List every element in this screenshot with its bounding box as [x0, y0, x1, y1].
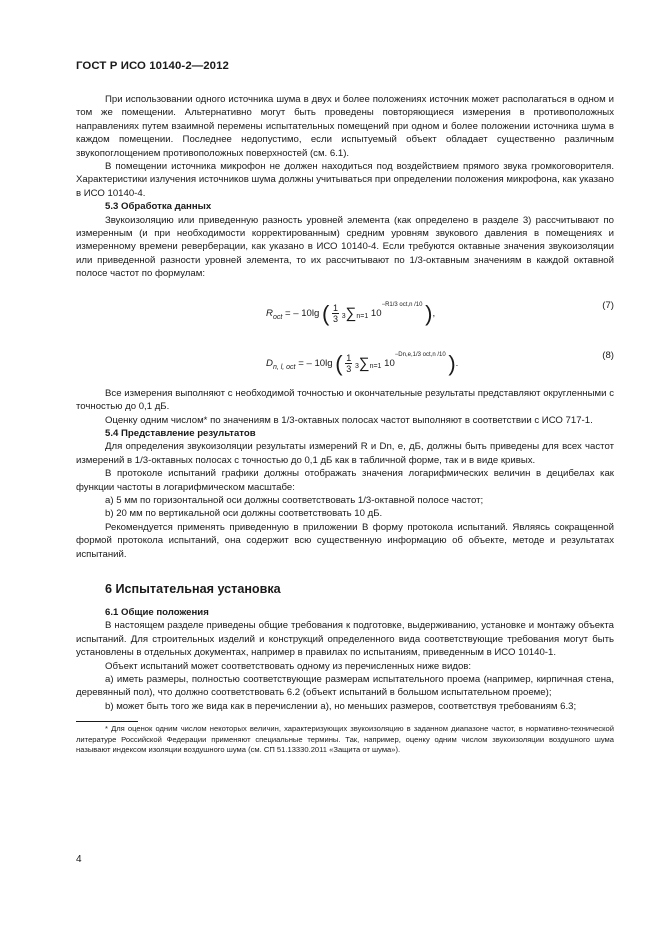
- paragraph: Для определения звукоизоляции результаты измерений R и Dn, e, дБ, должны быть приведены для всех частот измерений в 1/3-октавных полосах с точностью до 0,1 дБ как в табличной форме, так и в виде кривых.: [76, 441, 614, 466]
- sum-bottom: n=1: [369, 362, 382, 370]
- fraction-denominator: 3: [346, 363, 352, 374]
- footnote: * Для оценок одним числом некоторых величин, характеризующих звукоизоляцию в заданном диапазоне частот, в нормативно-технической литературе Российской Федерации применяют специальные термины. Так, например, оценку одним числом звукоизоляции воздушного шума называют индексом изоляции воздушного шума (см. СП 51.13330.2011 «Защита от шума»).: [76, 724, 614, 755]
- formula-eq: = – 10lg: [298, 357, 333, 369]
- paragraph: Рекомендуется применять приведенную в приложении В форму протокола испытаний. Являясь сокращенной формой протокола испытаний, она содержит всю существенную информацию об объекте, методе и результатах испытаний.: [76, 521, 614, 560]
- section-heading-6-1: 6.1 Общие положения: [105, 606, 209, 618]
- fraction-denominator: 3: [333, 313, 339, 324]
- list-item: a) иметь размеры, полностью соответствующие размерам испытательного проема (например, кирпичная стена, деревянный пол), что должно соответствовать 6.2 (объект испытаний в большом испытательном проеме);: [76, 674, 614, 699]
- sum-top: 3: [354, 362, 359, 370]
- power-base: 10: [370, 307, 382, 319]
- sum-top: 3: [341, 312, 346, 320]
- section-heading-5-4: 5.4 Представление результатов: [105, 427, 256, 439]
- formula-tail: ,: [432, 307, 436, 319]
- formula-number: (8): [602, 349, 614, 361]
- fraction: [332, 303, 339, 324]
- formula-lhs-sub: oct: [272, 313, 283, 321]
- paragraph: При использовании одного источника шума в двух и более положениях источник может располагаться в одном и том же помещении. Альтернативно могут быть проведены повторяющиеся измерения в противоположных направлениях путем взаимной перемены испытательных помещений при одном и более положении источника шума в каждом помещении. Последнее недопустимо, если испытуемый объект обладает существенно различным звукопоглощением противоположных поверхностей (см. 6.1).: [76, 94, 614, 159]
- open-paren: (: [335, 350, 343, 376]
- formula-eq: = – 10lg: [284, 307, 320, 319]
- page-body: [76, 93, 614, 756]
- paragraph: В помещении источника микрофон не должен находиться под воздействием прямого звука громкоговорителя. Характеристики излучения источников шума должны учитываться при определении положения микрофона, как указано в ИСО 10140-4.: [76, 161, 614, 199]
- fraction-numerator: 1: [346, 352, 352, 363]
- formula-lhs: R: [266, 307, 273, 319]
- page-number: 4: [76, 854, 82, 865]
- open-paren: (: [322, 300, 330, 326]
- summation: [355, 356, 381, 371]
- paragraph: Все измерения выполняют с необходимой точностью и окончательные результаты представляют округленными с точностью до 0,1 дБ.: [76, 387, 614, 413]
- formula-tail: .: [455, 357, 459, 369]
- fraction-numerator: 1: [333, 302, 339, 313]
- sum-bottom: n=1: [356, 312, 369, 320]
- summation: [342, 306, 368, 321]
- footnote-separator: [76, 721, 138, 722]
- formula-number: (7): [602, 299, 614, 311]
- power-base: 10: [384, 357, 395, 369]
- formula-7-expression: [266, 299, 435, 324]
- list-item: b) может быть того же вида как в перечислении а), но меньших размеров, соответствуя требованиям 6.3;: [105, 700, 577, 712]
- paragraph: Оценку одним числом* по значениям в 1/3-октавных полосах частот выполняют в соответствии с ИСО 717-1.: [105, 414, 593, 426]
- document-header: ГОСТ Р ИСО 10140-2—2012: [76, 60, 229, 72]
- formula-8-expression: [266, 349, 458, 374]
- section-heading-6: 6 Испытательная установка: [105, 581, 281, 596]
- paragraph: Объект испытаний может соответствовать одному из перечисленных ниже видов:: [105, 660, 472, 672]
- power-exponent: −Dn,e,1/3 oct,n /10: [394, 351, 446, 358]
- sigma-icon: ∑: [345, 304, 357, 322]
- paragraph: Звукоизоляцию или приведенную разность уровней элемента (как определено в разделе 3) рассчитывают по измеренным (и при необходимости корректированным) средним уровням звукового давления в помещениях и измеренному времени реверберации, как указано в ИСО 10140-4. Если требуются октавные значения звукоизоляции или приведенной разности уровней элемента, то их рассчитывают по 1/3-октавным значениям в каждой октавной полосе частот по формулам:: [76, 214, 614, 280]
- fraction: [345, 353, 352, 374]
- formula-8: [76, 335, 614, 381]
- formula-lhs-sub: n, l, oct: [272, 363, 296, 371]
- list-item: a) 5 мм по горизонтальной оси должны соответствовать 1/3-октавной полосе частот;: [105, 494, 484, 506]
- power-exponent: −R1/3 oct,n /10: [381, 301, 423, 308]
- paragraph: В протоколе испытаний графики должны отображать значения логарифмических величин в децибелах как функции частоты в логарифмическом масштабе:: [76, 468, 614, 493]
- sigma-icon: ∑: [358, 354, 370, 372]
- formula-7: [76, 285, 614, 331]
- close-paren: ): [425, 300, 433, 326]
- section-heading-5-3: 5.3 Обработка данных: [105, 201, 212, 213]
- formula-lhs: D: [266, 357, 273, 369]
- list-item: b) 20 мм по вертикальной оси должны соответствовать 10 дБ.: [105, 508, 383, 520]
- paragraph: В настоящем разделе приведены общие требования к подготовке, выдерживанию, установке и монтажу объекта испытаний. Для строительных изделий и конструкций определенного вида соответствующие требования могут быть установлены в отдельных документах, например в правилах по испытаниям, приведенным в ИСО 10140-1.: [76, 620, 614, 659]
- close-paren: ): [448, 350, 456, 376]
